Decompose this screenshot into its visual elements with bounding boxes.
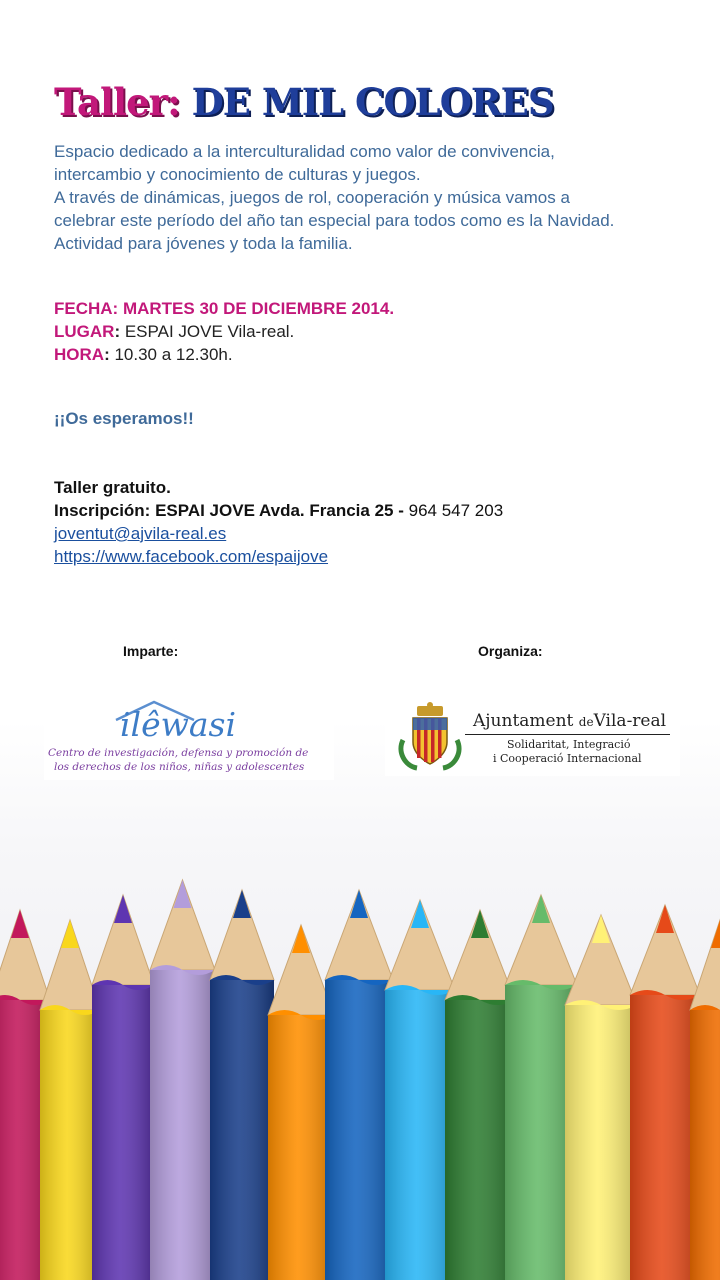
divider [465,734,670,735]
colon: : [104,345,115,364]
ajuntament-name [473,711,666,731]
event-details [54,297,394,366]
inscription-label: Inscripción: ESPAI JOVE Avda. Francia 25 - [54,501,404,520]
time-label: HORA [54,345,105,364]
description-line: Espacio dedicado a la interculturalidad como valor de convivencia, [54,142,555,161]
contact-block [54,476,503,568]
ilewasi-tagline: Centro de investigación, defensa y promoción de [48,747,309,759]
description-line: A través de dinámicas, juegos de rol, cooperación y música vamos a [54,188,570,207]
imparte-label: Imparte: [123,643,179,659]
ilewasi-logo [44,695,334,780]
place-label: LUGAR [54,322,115,341]
greeting: ¡¡Os esperamos!! [54,409,194,428]
colored-pencils-image [0,720,720,1280]
description-line: intercambio y conocimiento de culturas y juegos. [54,165,421,184]
ajuntament-logo [385,696,680,776]
title-main: DE MIL COLORES [191,80,554,124]
poster-title [54,78,554,126]
time-value: 10.30 a 12.30h. [114,345,233,364]
ajuntament-name-1: Ajuntament [473,711,574,731]
ajuntament-sub: Solidaritat, Integració [507,738,631,751]
description-line: Actividad para jóvenes y toda la familia. [54,234,353,253]
date-line: FECHA: MARTES 30 DE DICIEMBRE 2014. [54,299,395,318]
ilewasi-tagline: los derechos de los niños, niñas y adolescentes [54,761,305,773]
ilewasi-name: ilêwasi [120,705,237,744]
description-line: celebrar este período del año tan especial para todos como es la Navidad. [54,211,615,230]
ajuntament-sub: i Cooperació Internacional [493,752,642,765]
crest-icon [395,700,465,772]
colon: : [114,322,125,341]
price-note: Taller gratuito. [54,478,171,497]
title-prefix: Taller: [54,80,180,124]
phone-number: 964 547 203 [408,501,504,520]
ajuntament-name-3: Vila-real [593,711,667,731]
description [54,140,704,255]
email-link[interactable]: joventut@ajvila-real.es [54,524,227,543]
ajuntament-name-2: de [578,715,594,729]
place-value: ESPAI JOVE Vila-real. [124,322,295,341]
organiza-label: Organiza: [478,643,543,659]
facebook-link[interactable]: https://www.facebook.com/espaijove [54,547,329,566]
